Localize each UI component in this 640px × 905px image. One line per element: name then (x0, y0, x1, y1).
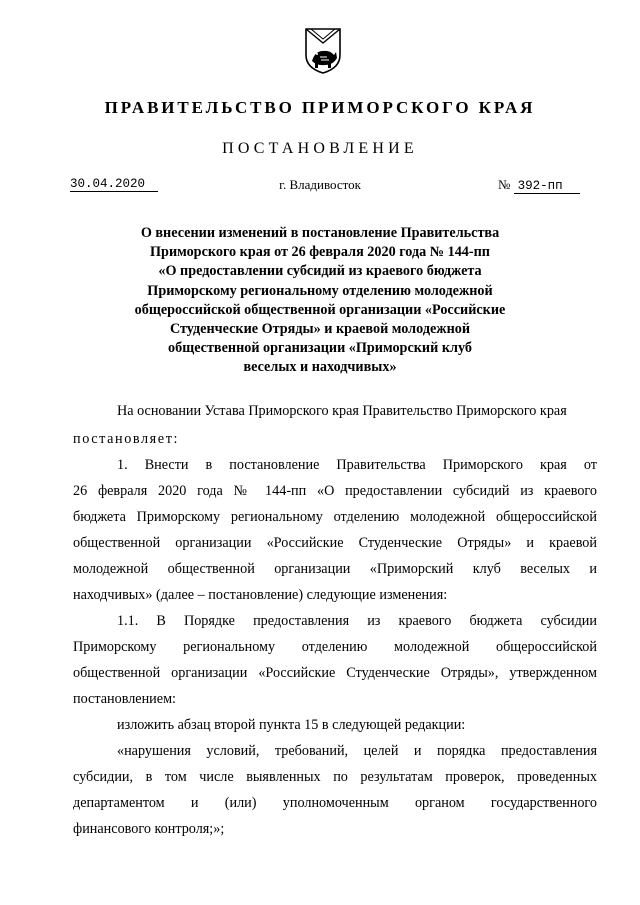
date-value: 30.04.2020 (70, 177, 158, 192)
title-line: Студенческие Отряды» и краевой молодежной (169, 321, 471, 338)
title-line: Приморского края от 26 февраля 2020 года № 144-пп (150, 244, 490, 261)
body-line: общественной организации «Российские Студенческие Отряды» и краевой (73, 535, 597, 551)
body-line: постановлением: (73, 691, 176, 707)
organization-name: ПРАВИТЕЛЬСТВО ПРИМОРСКОГО КРАЯ (104, 98, 536, 117)
number-value: 392-пп (514, 179, 580, 194)
document-type: ПОСТАНОВЛЕНИЕ (222, 140, 418, 157)
body-line: 1.1. В Порядке предоставления из краевого бюджета субсидии (117, 613, 597, 629)
body-line: субсидии, в том числе выявленных по результатам проверок, проведенных (73, 769, 597, 785)
document-number (498, 177, 580, 194)
title-line: О внесении изменений в постановление Правительства (140, 225, 500, 241)
document-title (110, 224, 530, 378)
title-line: Приморскому региональному отделению молодежной (147, 282, 493, 299)
body-line: департаментом и (или) уполномоченным органом государственного (73, 795, 597, 811)
body-line: «нарушения условий, требований, целей и порядка предоставления (117, 743, 597, 759)
body-line: Приморскому региональному отделению молодежной общероссийской (73, 639, 597, 655)
body-line: общественной организации «Российские Студенческие Отряды», утвержденном (73, 665, 597, 681)
title-line: общественной организации «Приморский клуб (168, 340, 472, 357)
body-line: изложить абзац второй пункта 15 в следующей редакции: (117, 717, 466, 733)
body-line: находчивых» (далее – постановление) следующие изменения: (73, 587, 448, 603)
body-line: молодежной общественной организации «Приморский клуб веселых и (73, 561, 597, 577)
body-line: постановляет: (73, 431, 180, 447)
title-line: общероссийской общественной организации «Российские (134, 301, 506, 318)
body-line: 1. Внести в постановление Правительства Приморского края от (117, 457, 597, 473)
title-line: веселых и находчивых» (243, 359, 397, 376)
body-line: бюджета Приморскому региональному отделению молодежной общероссийской (73, 509, 597, 525)
body-line: финансового контроля;»; (73, 821, 225, 837)
body-line: На основании Устава Приморского края Правительство Приморского края (117, 403, 567, 419)
document-city: г. Владивосток (279, 177, 361, 192)
body-line: 26 февраля 2020 года № 144-пп «О предоставлении субсидий из краевого (73, 483, 597, 499)
title-line: «О предоставлении субсидий из краевого бюджета (158, 263, 482, 280)
coat-of-arms-emblem (303, 27, 343, 75)
number-prefix: № (498, 177, 511, 192)
